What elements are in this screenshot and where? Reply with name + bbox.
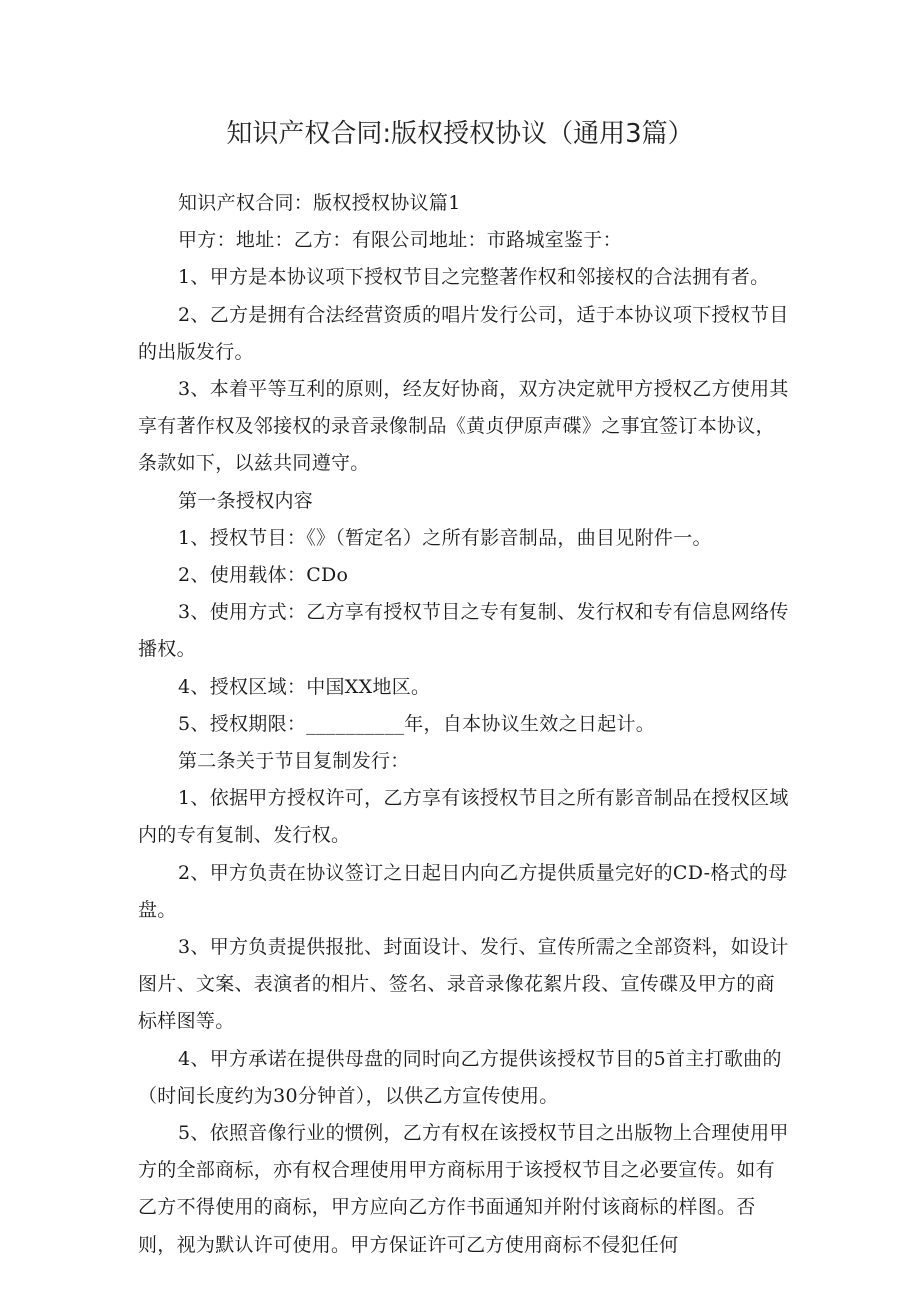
paragraph-section-heading: 知识产权合同：版权授权协议篇1 (178, 192, 461, 214)
document-title: 知识产权合同:版权授权协议（通用3篇） (226, 119, 694, 149)
paragraph: 3、本着平等互利的原则，经友好协商，双方决定就甲方授权乙方使用其享有著作权及邻接权的录音录像制品《黄贞伊原声碟》之事宜签订本协议，条款如下，以兹共同遵守。 (138, 378, 789, 475)
paragraph: 5、依照音像行业的惯例，乙方有权在该授权节目之出版物上合理使用甲方的全部商标，亦有权合理使用甲方商标用于该授权节目之必要宣传。如有乙方不得使用的商标，甲方应向乙方作书面通知并附付该商标的样图。否则，视为默认许可使用。甲方保证许可乙方使用商标不侵犯任何 (138, 1122, 789, 1256)
article-heading: 第二条关于节目复制发行： (178, 750, 410, 773)
paragraph: 2、甲方负责在协议签订之日起日内向乙方提供质量完好的CD-格式的母盘。 (138, 861, 788, 921)
paragraph: 5、授权期限：__________年，自本协议生效之日起计。 (178, 712, 656, 735)
paragraph: 2、使用载体：CDo (178, 564, 349, 587)
paragraph: 1、甲方是本协议项下授权节目之完整著作权和邻接权的合法拥有者。 (178, 266, 770, 289)
document-body (138, 185, 792, 1264)
paragraph: 1、授权节目：《》（暂定名）之所有影音制品，曲目见附件一。 (178, 526, 712, 549)
paragraph: 4、授权区域：中国XX地区。 (178, 675, 431, 698)
paragraph: 3、使用方式：乙方享有授权节目之专有复制、发行权和专有信息网络传播权。 (138, 601, 789, 661)
paragraph: 3、甲方负责提供报批、封面设计、发行、宣传所需之全部资料，如设计图片、文案、表演者的相片、签名、录音录像花絮片段、宣传碟及甲方的商标样图等。 (138, 936, 789, 1033)
paragraph: 1、依据甲方授权许可，乙方享有该授权节目之所有影音制品在授权区域内的专有复制、发行权。 (138, 787, 789, 847)
paragraph: 4、甲方承诺在提供母盘的同时向乙方提供该授权节目的5首主打歌曲的（时间长度约为30分钟首），以供乙方宣传使用。 (138, 1047, 782, 1107)
paragraph: 2、乙方是拥有合法经营资质的唱片发行公司，适于本协议项下授权节目的出版发行。 (138, 303, 789, 363)
paragraph-parties: 甲方：地址：乙方：有限公司地址：市路城室鉴于： (178, 229, 622, 252)
article-heading: 第一条授权内容 (178, 489, 314, 512)
